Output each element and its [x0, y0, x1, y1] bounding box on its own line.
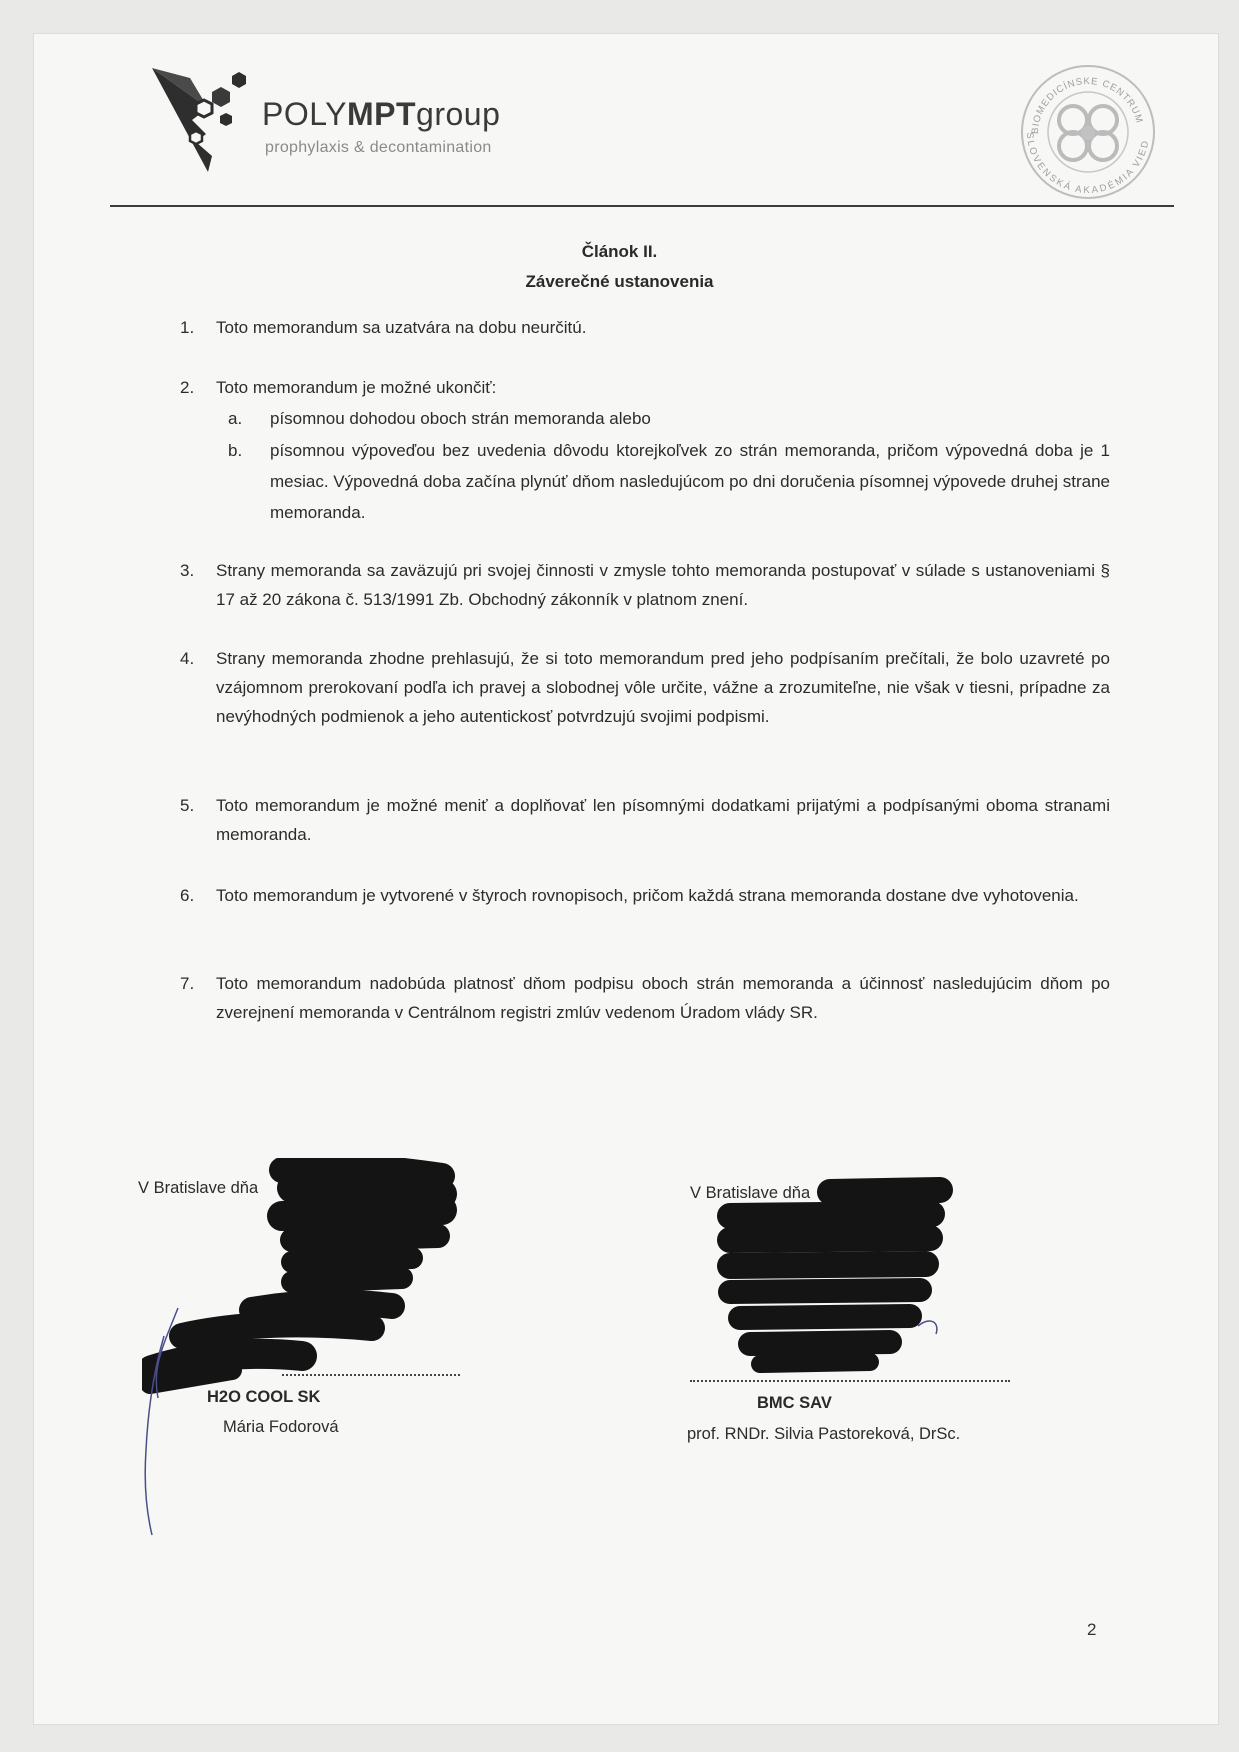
clause-2 — [180, 373, 1110, 402]
signature-ink-stroke — [140, 1330, 170, 1540]
right-redaction-mark — [700, 1176, 960, 1376]
svg-text:BIOMEDICÍNSKE CENTRUM: BIOMEDICÍNSKE CENTRUM — [1029, 75, 1145, 135]
left-signature-place-date: V Bratislave dňa — [138, 1179, 259, 1197]
subitem-text: písomnou dohodou oboch strán memoranda alebo — [270, 409, 651, 428]
clause-text: Toto memorandum je možné meniť a doplňovať len písomnými dodatkami prijatými a podpísanými oboma stranami memoranda. — [216, 796, 1110, 844]
left-signatory-name: Mária Fodorová — [223, 1418, 339, 1436]
clause-6 — [180, 881, 1110, 910]
clause-text: Toto memorandum nadobúda platnosť dňom podpisu oboch strán memoranda a účinnosť nasledujúcim dňom po zverejnení memoranda v Centrálnom registri zmlúv vedenom Úradom vlády SR. — [216, 974, 1110, 1022]
clause-text: Strany memoranda zhodne prehlasujú, že si toto memorandum pred jeho podpísaním prečítali, že bolo uzavreté po vzájomnom prerokovaní podľa ich pravej a slobodnej vôle určite, vážne a zrozumiteľne, nie však v tiesni, prípadne za nevýhodných podmienok a jeho autentickosť potvrdzujú svojimi podpismi. — [216, 649, 1110, 726]
subitem-letter: b. — [228, 441, 243, 460]
company-name: POLYMPTgroup — [262, 96, 501, 132]
subitem-a — [228, 403, 1110, 434]
svg-text:SLOVENSKÁ AKADÉMIA VIED: SLOVENSKÁ AKADÉMIA VIED — [1023, 132, 1152, 197]
subitem-letter: a. — [228, 409, 243, 428]
subitem-text: písomnou výpoveďou bez uvedenia dôvodu ktorejkoľvek zo strán memoranda, pričom výpovedná doba je 1 mesiac. Výpovedná doba začína plynúť dňom nasledujúcom po dni doručenia písomnej výpovede druhej strane memoranda. — [270, 441, 1110, 522]
left-signature-line — [282, 1374, 460, 1376]
clause-text: Toto memorandum je možné ukončiť: — [216, 378, 497, 397]
left-redaction-mark — [142, 1158, 480, 1410]
company-tagline: prophylaxis & decontamination — [265, 139, 492, 156]
header-divider — [110, 205, 1174, 207]
article-title: Článok II. — [581, 242, 658, 261]
polympt-logo-icon — [150, 64, 255, 176]
clause-number: 1. — [180, 318, 195, 337]
right-signatory-name: prof. RNDr. Silvia Pastoreková, DrSc. — [687, 1425, 961, 1443]
clause-text: Toto memorandum sa uzatvára na dobu neurčitú. — [216, 318, 587, 337]
clause-number: 4. — [180, 649, 195, 668]
right-signatory-organization: BMC SAV — [757, 1394, 832, 1412]
clause-7 — [180, 969, 1110, 1027]
clause-number: 3. — [180, 561, 195, 580]
right-signature-line — [690, 1380, 1010, 1382]
subitem-b — [228, 435, 1110, 528]
clause-1 — [180, 313, 1110, 342]
clause-3 — [180, 556, 1110, 614]
clause-number: 2. — [180, 378, 195, 397]
page-number: 2 — [1087, 1620, 1097, 1639]
bmc-sav-seal-icon — [1018, 62, 1158, 202]
right-signature-place-date: V Bratislave dňa — [690, 1184, 811, 1202]
article-subtitle: Záverečné ustanovenia — [525, 272, 714, 291]
clause-text: Toto memorandum je vytvorené v štyroch rovnopisoch, pričom každá strana memoranda dostane dve vyhotovenia. — [216, 886, 1079, 905]
clause-5 — [180, 791, 1110, 849]
clause-number: 5. — [180, 796, 195, 815]
left-signatory-organization: H2O COOL SK — [207, 1388, 321, 1406]
clause-4 — [180, 644, 1110, 731]
clause-number: 6. — [180, 886, 195, 905]
clause-text: Strany memoranda sa zaväzujú pri svojej činnosti v zmysle tohto memoranda postupovať v súlade s ustanoveniami § 17 až 20 zákona č. 513/1991 Zb. Obchodný zákonník v platnom znení. — [216, 561, 1110, 609]
clause-number: 7. — [180, 974, 195, 993]
